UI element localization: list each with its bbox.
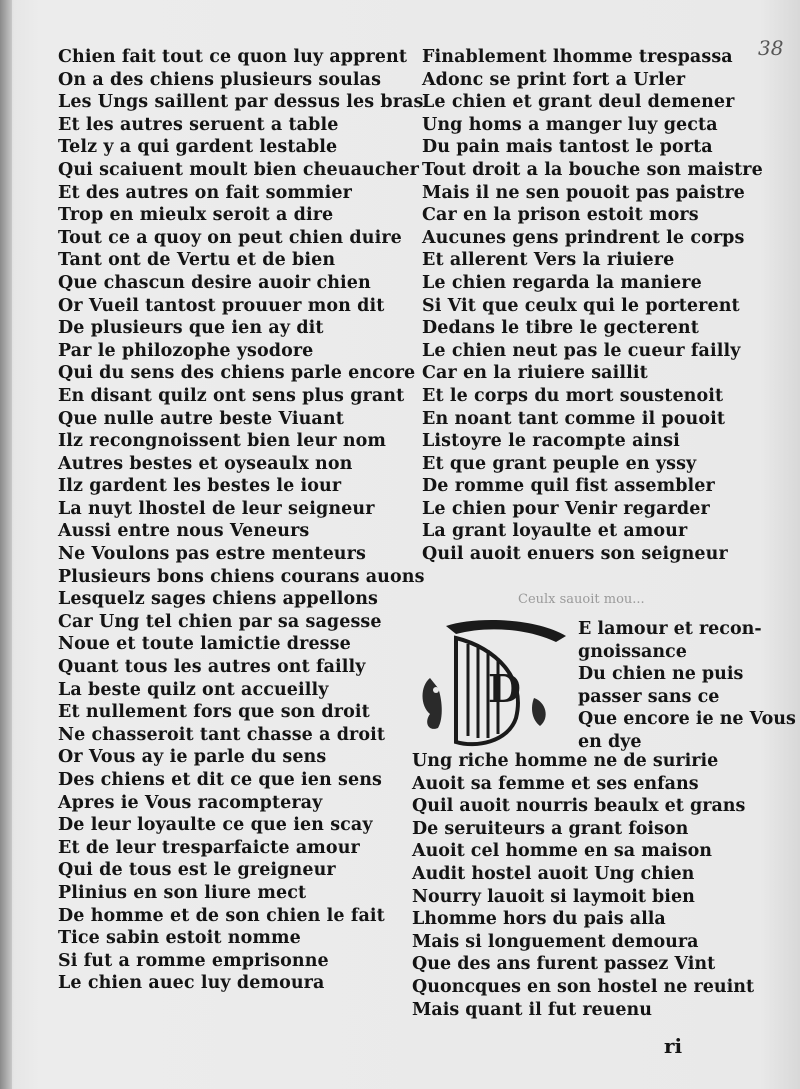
verse-line: Des chiens et dit ce que ien sens [58, 770, 382, 790]
verse-line: De romme quil fist assembler [422, 476, 715, 497]
verse-line: Ilz recongnoissent bien leur nom [58, 431, 387, 452]
verse-line: Tout ce a quoy on peut chien duire [58, 227, 402, 248]
verse-line: Autres bestes et oyseaulx non [58, 453, 353, 474]
verse-line: Quant tous les autres ont failly [58, 657, 366, 678]
verse-line: Auoit sa femme et ses enfans [412, 773, 699, 794]
verse-line: Car en la prison estoit mors [422, 205, 699, 226]
verse-line: Car en la riuiere saillit [422, 363, 648, 384]
verse-line: Que des ans furent passez Vint [412, 954, 716, 975]
verse-line: Le chien neut pas le cueur failly [422, 340, 741, 361]
verse-line: Mais il ne sen pouoit pas paistre [422, 182, 745, 203]
verse-line: Tant ont de Vertu et de bien [58, 250, 336, 271]
verse-line: Le chien pour Venir regarder [422, 498, 710, 519]
verse-line: Or Vous ay ie parle du sens [58, 747, 327, 768]
verse-line: La grant loyaulte et amour [422, 521, 688, 542]
show-through-text: Ceulx sauoit mou... [518, 592, 645, 607]
verse-line: Ung riche homme ne de suririe [412, 751, 719, 771]
verse-line: Quoncques en son hostel ne reuint [412, 976, 755, 997]
verse-line: Dedans le tibre le gecterent [422, 318, 699, 339]
verse-line: Par le philozophe ysodore [58, 340, 314, 361]
verse-line: Le chien et grant deul demener [422, 92, 735, 113]
verse-line: Quil auoit enuers son seigneur [422, 544, 728, 565]
verse-line: De plusieurs que ien ay dit [58, 318, 324, 339]
verse-line: Si fut a romme emprisonne [58, 950, 329, 971]
verse-line: Mais si longuement demoura [412, 931, 699, 952]
decorated-initial-d [416, 618, 566, 750]
verse-line: Ilz gardent les bestes le iour [58, 476, 342, 497]
verse-line: Finablement lhomme trespassa [422, 47, 733, 67]
verse-line: Qui scaiuent moult bien cheuaucher [58, 159, 419, 180]
verse-line: De seruiteurs a grant foison [412, 818, 689, 839]
verse-line: Adonc se print fort a Urler [422, 69, 686, 90]
right-text-column-lower [412, 750, 772, 1021]
verse-line: Aucunes gens prindrent le corps [422, 227, 745, 248]
verse-line: Plinius en son liure mect [58, 882, 307, 903]
signature-mark: ri [664, 1034, 683, 1058]
verse-line: Quil auoit nourris beaulx et grans [412, 796, 746, 817]
verse-line: Or Vueil tantost prouuer mon dit [58, 295, 385, 316]
verse-line: Si Vit que ceulx qui le porterent [422, 295, 740, 316]
folio-number: 38 [758, 36, 784, 60]
verse-line: Telz y a qui gardent lestable [58, 137, 338, 158]
verse-line: La beste quilz ont accueilly [58, 679, 329, 700]
verse-line: Mais quant il fut reuenu [412, 999, 652, 1020]
heading-line: E lamour et recon- [578, 619, 762, 639]
initial-letter: D [488, 666, 521, 711]
verse-line: Trop en mieulx seroit a dire [58, 205, 334, 226]
verse-line: Le chien regarda la maniere [422, 272, 702, 293]
verse-line: Et allerent Vers la riuiere [422, 250, 675, 271]
verse-line: De leur loyaulte ce que ien scay [58, 815, 373, 836]
heading-line: Que encore ie ne Vous [578, 709, 796, 730]
verse-line: Du pain mais tantost le porta [422, 137, 713, 158]
verse-line: Lesquelz sages chiens appellons [58, 589, 378, 610]
verse-line: Et les autres seruent a table [58, 114, 339, 135]
verse-line: Chien fait tout ce quon luy apprent [58, 47, 408, 67]
verse-line: Noue et toute lamictie dresse [58, 634, 351, 655]
heading-line: en dye [578, 731, 642, 752]
verse-line: Et des autres on fait sommier [58, 182, 352, 203]
verse-line: En noant tant comme il pouoit [422, 408, 726, 429]
heading-line: passer sans ce [578, 686, 720, 707]
verse-line: Qui de tous est le greigneur [58, 860, 336, 881]
verse-line: Auoit cel homme en sa maison [412, 841, 712, 862]
verse-line: Que chascun desire auoir chien [58, 272, 371, 293]
verse-line: Apres ie Vous racompteray [58, 792, 323, 813]
verse-line: Car Ung tel chien par sa sagesse [58, 611, 382, 632]
verse-line: De homme et de son chien le fait [58, 905, 385, 926]
right-text-column [422, 46, 782, 566]
verse-line: Et nullement fors que son droit [58, 702, 370, 723]
left-text-column [58, 46, 425, 995]
verse-line: En disant quilz ont sens plus grant [58, 385, 405, 406]
binding-gutter [0, 0, 12, 1089]
verse-line: Nourry lauoit si laymoit bien [412, 886, 695, 907]
verse-line: Ung homs a manger luy gecta [422, 114, 718, 135]
verse-line: Tice sabin estoit nomme [58, 928, 301, 949]
verse-line: Lhomme hors du pais alla [412, 909, 666, 930]
verse-line: Les Ungs saillent par dessus les bras [58, 92, 424, 113]
verse-line: Et de leur tresparfaicte amour [58, 837, 360, 858]
verse-line: Audit hostel auoit Ung chien [412, 863, 695, 884]
verse-line: Ne chasseroit tant chasse a droit [58, 724, 386, 745]
verse-line: Qui du sens des chiens parle encore [58, 363, 416, 384]
verse-line: Et le corps du mort soustenoit [422, 385, 724, 406]
heading-line: Du chien ne puis [578, 664, 744, 685]
verse-line: Plusieurs bons chiens courans auons [58, 566, 425, 587]
verse-line: Tout droit a la bouche son maistre [422, 159, 763, 180]
verse-line: Le chien auec luy demoura [58, 973, 325, 994]
verse-line: Aussi entre nous Veneurs [58, 521, 310, 542]
verse-line: La nuyt lhostel de leur seigneur [58, 498, 375, 519]
verse-line: Listoyre le racompte ainsi [422, 431, 680, 452]
heading-line: gnoissance [578, 641, 687, 662]
verse-line: Ne Voulons pas estre menteurs [58, 544, 366, 565]
verse-line: Que nulle autre beste Viuant [58, 408, 344, 429]
section-heading-text [578, 618, 796, 754]
verse-line: Et que grant peuple en yssy [422, 453, 697, 474]
verse-line: On a des chiens plusieurs soulas [58, 69, 382, 90]
